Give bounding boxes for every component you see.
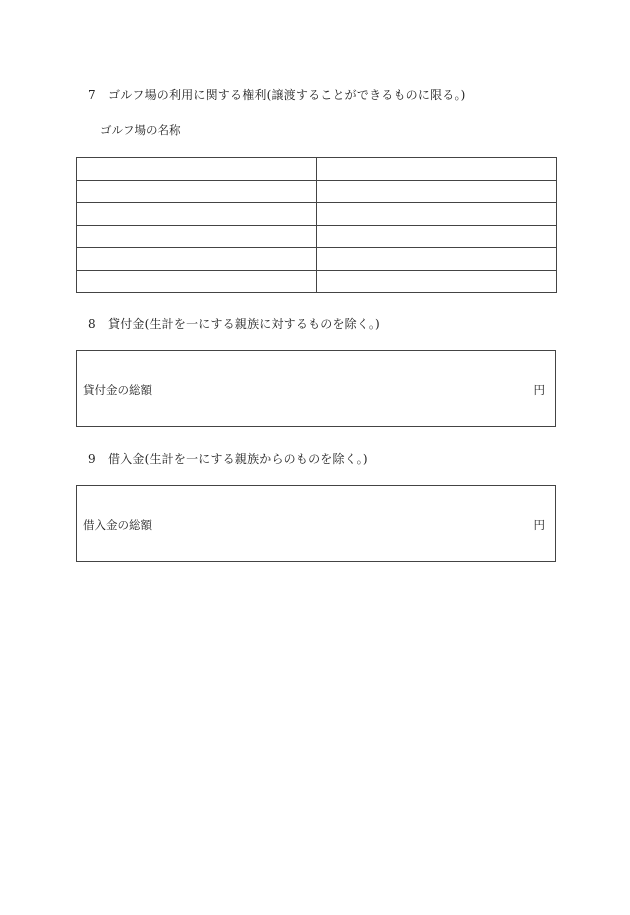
table-row [77, 180, 557, 203]
golf-course-name-label: ゴルフ場の名称 [100, 123, 181, 137]
table-cell[interactable] [317, 158, 557, 181]
section-8-title: 貸付金(生計を一にする親族に対するものを除く。) [108, 317, 380, 331]
section-8-number: 8 [88, 317, 96, 331]
borrowing-total-label: 借入金の総額 [83, 518, 152, 532]
table-cell[interactable] [77, 180, 317, 203]
table-row [77, 203, 557, 226]
table-row [77, 225, 557, 248]
section-9-title: 借入金(生計を一にする親族からのものを除く。) [108, 452, 368, 466]
table-row [77, 158, 557, 181]
section-7-heading [88, 86, 466, 103]
table-cell[interactable] [317, 203, 557, 226]
loan-total-box [76, 350, 556, 427]
table-cell[interactable] [77, 248, 317, 271]
table-cell[interactable] [77, 270, 317, 293]
table-cell[interactable] [317, 180, 557, 203]
table-cell[interactable] [317, 225, 557, 248]
section-7-number: 7 [88, 88, 96, 102]
loan-total-label: 貸付金の総額 [83, 383, 152, 397]
table-cell[interactable] [77, 225, 317, 248]
golf-course-table [76, 157, 557, 293]
table-row [77, 248, 557, 271]
table-cell[interactable] [77, 203, 317, 226]
borrowing-total-box [76, 485, 556, 562]
section-9-heading [88, 450, 368, 467]
table-cell[interactable] [77, 158, 317, 181]
borrowing-total-unit: 円 [533, 518, 545, 532]
table-row [77, 270, 557, 293]
loan-total-unit: 円 [533, 383, 545, 397]
section-8-heading [88, 315, 380, 332]
section-7-title: ゴルフ場の利用に関する権利(譲渡することができるものに限る。) [108, 88, 466, 102]
section-9-number: 9 [88, 452, 96, 466]
table-cell[interactable] [317, 248, 557, 271]
table-cell[interactable] [317, 270, 557, 293]
